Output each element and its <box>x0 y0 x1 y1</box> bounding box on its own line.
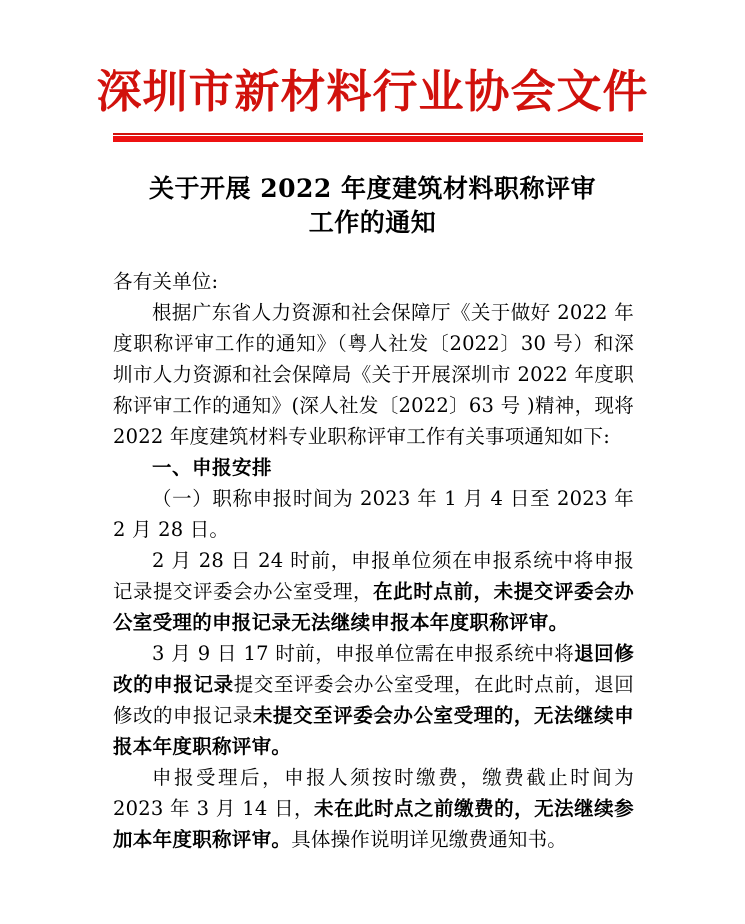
salutation: 各有关单位: <box>113 270 219 293</box>
payment-emphasis-text: 未在此时点之前缴费的，无法继续参加本年度职称评审。 <box>113 797 634 851</box>
section-heading-declaration-arrangement: 一、申报安排 <box>152 456 273 479</box>
document-body <box>113 266 634 855</box>
mar9-emphasis-text-1: 退回修改的申报记录 <box>113 642 634 696</box>
letterhead-divider-thick-line <box>113 136 643 142</box>
mar9-normal-text-1: 3 月 9 日 17 时前，申报单位需在申报系统中将 <box>152 642 575 665</box>
mar9-normal-text-2: 提交至评委会办公室受理，在此时点前，退回修改的申报记录 <box>113 673 634 727</box>
paragraph-policy-basis: 根据广东省人力资源和社会保障厅《关于做好 2022 年度职称评审工作的通知》（粤人社发〔2022〕30 号）和深圳市人力资源和社会保障局《关于开展深圳市 2022 年度职称评审工作的通知》(深人社发〔2022〕63 号 )精神，现将 2022 年度建筑材料专业职称评审工作有关事项通知如下: <box>113 301 634 448</box>
letterhead <box>0 66 745 118</box>
paragraph-declaration-period: （一）职称申报时间为 2023 年 1 月 4 日至 2023 年 2 月 28 日。 <box>113 487 634 541</box>
feb28-normal-text: 2 月 28 日 24 时前，申报单位须在申报系统中将申报记录提交评委会办公室受理， <box>113 549 634 603</box>
document-title-line-2: 工作的通知 <box>308 208 437 237</box>
document-title <box>113 172 632 240</box>
payment-normal-text-1: 申报受理后，申报人须按时缴费，缴费截止时间为 2023 年 3 月 14 日， <box>113 766 634 820</box>
feb28-emphasis-text: 在此时点前，未提交评委会办公室受理的申报记录无法继续申报本年度职称评审。 <box>113 580 634 634</box>
mar9-emphasis-text-2: 未提交至评委会办公室受理的，无法继续申报本年度职称评审。 <box>113 704 635 758</box>
paragraph-mar9-deadline <box>113 638 634 762</box>
paragraph-payment-deadline <box>113 762 634 855</box>
letterhead-organization-title: 深圳市新材料行业协会文件 <box>96 65 649 118</box>
letterhead-divider <box>113 133 643 142</box>
document-title-line-1: 关于开展 2022 年度建筑材料职称评审 <box>149 174 596 203</box>
payment-normal-text-2: 具体操作说明详见缴费通知书。 <box>291 828 568 851</box>
paragraph-feb28-deadline <box>113 545 634 638</box>
